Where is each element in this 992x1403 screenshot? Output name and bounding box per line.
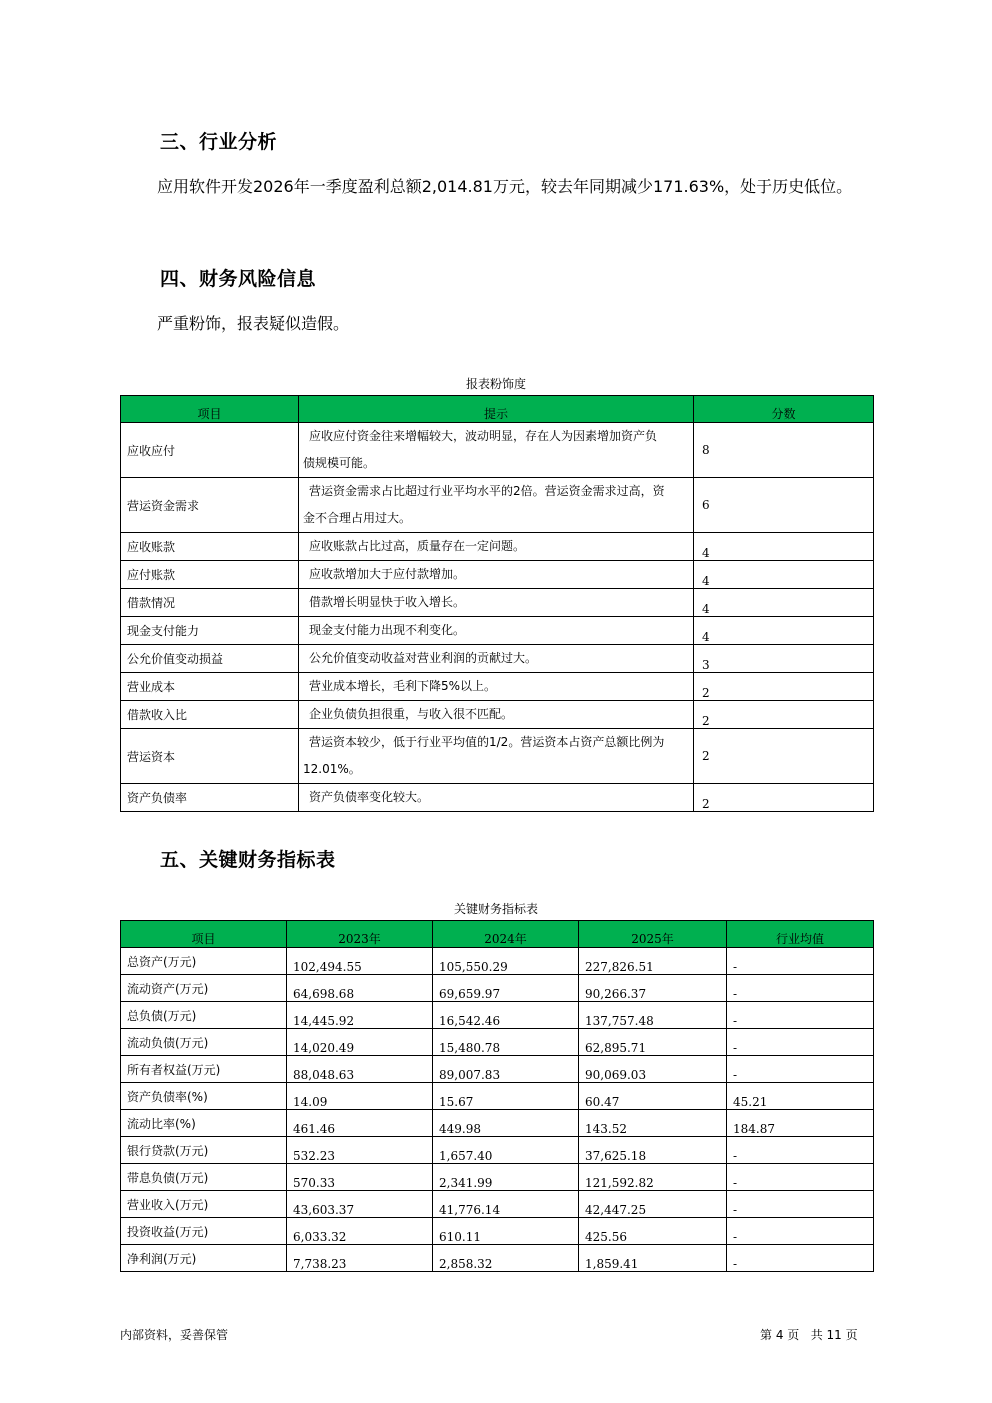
whitewash-table [120, 395, 874, 812]
header-item: 项目 [121, 396, 299, 423]
row-score: 2 [694, 701, 874, 729]
value-2024: 89,007.83 [433, 1056, 579, 1083]
row-hint-line: 营业成本增长，毛利下降5%以上。 [309, 679, 497, 693]
value-2024: 1,657.40 [433, 1137, 579, 1164]
value-2024: 16,542.46 [433, 1002, 579, 1029]
table-row [121, 1218, 874, 1245]
row-hint [299, 561, 694, 589]
section3-paragraph: 应用软件开发2026年一季度盈利总额2,014.81万元，较去年同期减少171.63%，处于历史低位。 [157, 177, 853, 196]
value-2024: 69,659.97 [433, 975, 579, 1002]
value-2023: 102,494.55 [287, 948, 433, 975]
row-item: 借款收入比 [121, 701, 299, 729]
value-industry-avg: 184.87 [727, 1110, 874, 1137]
table-header-row [121, 921, 874, 948]
value-2025: 62,895.71 [579, 1029, 727, 1056]
row-hint-line: 应收账款占比过高，质量存在一定问题。 [309, 539, 526, 553]
row-item: 借款情况 [121, 589, 299, 617]
row-item: 应收应付 [121, 423, 299, 478]
row-item: 总资产(万元) [121, 948, 287, 975]
header-2025: 2025年 [579, 921, 727, 948]
value-2025: 121,592.82 [579, 1164, 727, 1191]
header-hint: 提示 [299, 396, 694, 423]
value-2025: 42,447.25 [579, 1191, 727, 1218]
row-item: 净利润(万元) [121, 1245, 287, 1272]
row-hint-line: 12.01%。 [303, 762, 361, 776]
row-score: 3 [694, 645, 874, 673]
row-item: 应付账款 [121, 561, 299, 589]
row-hint-line: 资产负债率变化较大。 [309, 790, 430, 804]
value-2023: 7,738.23 [287, 1245, 433, 1272]
table-row [121, 1164, 874, 1191]
table-row [121, 1056, 874, 1083]
value-2024: 2,341.99 [433, 1164, 579, 1191]
table-row [121, 948, 874, 975]
table-row [121, 1029, 874, 1056]
value-2024: 449.98 [433, 1110, 579, 1137]
row-hint [299, 729, 694, 784]
value-industry-avg: - [727, 1218, 874, 1245]
header-score: 分数 [694, 396, 874, 423]
row-item: 现金支付能力 [121, 617, 299, 645]
row-hint-line: 应收款增加大于应付款增加。 [309, 567, 466, 581]
table-header-row [121, 396, 874, 423]
row-hint-line: 债规模可能。 [303, 456, 376, 470]
table2-caption: 关键财务指标表 [453, 902, 538, 916]
table-row [121, 729, 874, 784]
row-item: 应收账款 [121, 533, 299, 561]
value-2023: 64,698.68 [287, 975, 433, 1002]
table-row [121, 1137, 874, 1164]
row-score: 4 [694, 617, 874, 645]
value-2025: 227,826.51 [579, 948, 727, 975]
value-industry-avg: - [727, 1137, 874, 1164]
row-hint [299, 589, 694, 617]
row-hint [299, 617, 694, 645]
table-row [121, 617, 874, 645]
row-hint [299, 478, 694, 533]
value-2024: 610.11 [433, 1218, 579, 1245]
key-indicators-table [120, 920, 874, 1272]
value-industry-avg: - [727, 1164, 874, 1191]
value-2025: 90,069.03 [579, 1056, 727, 1083]
table-row [121, 975, 874, 1002]
row-hint-line: 应收应付资金往来增幅较大，波动明显，存在人为因素增加资产负 [309, 429, 658, 443]
row-item: 总负债(万元) [121, 1002, 287, 1029]
row-score: 4 [694, 589, 874, 617]
row-item: 公允价值变动损益 [121, 645, 299, 673]
row-score: 2 [694, 784, 874, 812]
row-hint-line: 现金支付能力出现不利变化。 [309, 623, 466, 637]
section4-heading: 四、财务风险信息 [160, 268, 317, 290]
table-row [121, 701, 874, 729]
row-hint [299, 423, 694, 478]
table-row [121, 478, 874, 533]
row-score: 4 [694, 561, 874, 589]
row-score: 6 [694, 478, 874, 533]
row-item: 营运资本 [121, 729, 299, 784]
value-industry-avg: - [727, 948, 874, 975]
section3-heading: 三、行业分析 [160, 131, 278, 153]
row-score: 2 [694, 673, 874, 701]
table-row [121, 1002, 874, 1029]
row-item: 流动资产(万元) [121, 975, 287, 1002]
value-2024: 41,776.14 [433, 1191, 579, 1218]
value-2023: 6,033.32 [287, 1218, 433, 1245]
table-row [121, 533, 874, 561]
value-2023: 14,445.92 [287, 1002, 433, 1029]
value-2025: 1,859.41 [579, 1245, 727, 1272]
value-2025: 143.52 [579, 1110, 727, 1137]
header-industry-avg: 行业均值 [727, 921, 874, 948]
row-hint-line: 借款增长明显快于收入增长。 [309, 595, 466, 609]
row-item: 投资收益(万元) [121, 1218, 287, 1245]
row-hint-line: 金不合理占用过大。 [303, 511, 412, 525]
header-2024: 2024年 [433, 921, 579, 948]
table-row [121, 1110, 874, 1137]
value-2025: 60.47 [579, 1083, 727, 1110]
row-hint-line: 营运资金需求占比超过行业平均水平的2倍。营运资金需求过高，资 [309, 484, 665, 498]
row-score: 8 [694, 423, 874, 478]
value-2025: 425.56 [579, 1218, 727, 1245]
value-2025: 37,625.18 [579, 1137, 727, 1164]
value-industry-avg: - [727, 1029, 874, 1056]
value-industry-avg: - [727, 1191, 874, 1218]
table-row [121, 645, 874, 673]
value-industry-avg: 45.21 [727, 1083, 874, 1110]
table-row [121, 1083, 874, 1110]
row-item: 带息负债(万元) [121, 1164, 287, 1191]
table-row [121, 1191, 874, 1218]
table-row [121, 589, 874, 617]
value-industry-avg: - [727, 1245, 874, 1272]
footer-page-number: 第 4 页 共 11 页 [760, 1328, 858, 1342]
value-2023: 88,048.63 [287, 1056, 433, 1083]
row-hint [299, 701, 694, 729]
row-item: 营业成本 [121, 673, 299, 701]
row-item: 流动比率(%) [121, 1110, 287, 1137]
value-2023: 14,020.49 [287, 1029, 433, 1056]
table-row [121, 784, 874, 812]
value-2025: 90,266.37 [579, 975, 727, 1002]
value-2023: 14.09 [287, 1083, 433, 1110]
row-hint [299, 673, 694, 701]
value-2024: 15,480.78 [433, 1029, 579, 1056]
value-industry-avg: - [727, 975, 874, 1002]
value-industry-avg: - [727, 1002, 874, 1029]
value-2024: 2,858.32 [433, 1245, 579, 1272]
value-2023: 570.33 [287, 1164, 433, 1191]
value-2023: 532.23 [287, 1137, 433, 1164]
row-hint [299, 645, 694, 673]
row-hint [299, 533, 694, 561]
row-item: 银行贷款(万元) [121, 1137, 287, 1164]
row-hint [299, 784, 694, 812]
row-score: 2 [694, 729, 874, 784]
section4-paragraph: 严重粉饰，报表疑似造假。 [157, 314, 350, 333]
row-item: 资产负债率(%) [121, 1083, 287, 1110]
row-hint-line: 公允价值变动收益对营业利润的贡献过大。 [309, 651, 538, 665]
row-hint-line: 企业负债负担很重，与收入很不匹配。 [309, 707, 514, 721]
footer-left: 内部资料，妥善保管 [120, 1328, 229, 1342]
table-row [121, 423, 874, 478]
value-2025: 137,757.48 [579, 1002, 727, 1029]
table1-caption: 报表粉饰度 [465, 377, 526, 391]
row-hint-line: 营运资本较少，低于行业平均值的1/2。营运资本占资产总额比例为 [309, 735, 665, 749]
table-row [121, 561, 874, 589]
row-item: 资产负债率 [121, 784, 299, 812]
row-item: 营业收入(万元) [121, 1191, 287, 1218]
value-2024: 105,550.29 [433, 948, 579, 975]
section5-heading: 五、关键财务指标表 [160, 849, 336, 871]
row-item: 营运资金需求 [121, 478, 299, 533]
row-item: 流动负债(万元) [121, 1029, 287, 1056]
header-2023: 2023年 [287, 921, 433, 948]
value-2023: 461.46 [287, 1110, 433, 1137]
value-industry-avg: - [727, 1056, 874, 1083]
row-item: 所有者权益(万元) [121, 1056, 287, 1083]
value-2023: 43,603.37 [287, 1191, 433, 1218]
value-2024: 15.67 [433, 1083, 579, 1110]
row-score: 4 [694, 533, 874, 561]
header-item: 项目 [121, 921, 287, 948]
table-row [121, 673, 874, 701]
table-row [121, 1245, 874, 1272]
